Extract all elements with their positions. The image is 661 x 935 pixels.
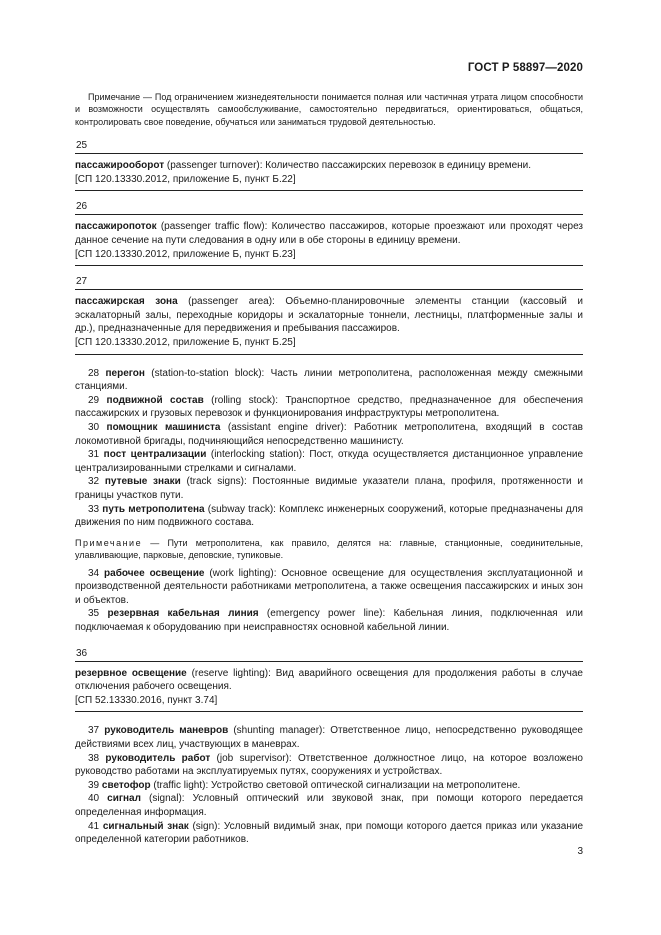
term: пассажирооборот [75,160,165,172]
definition-body: (interlocking station): Пост, откуда осуществляется дистанционное управление централизированными стрелками и сигналами. [75,449,584,474]
term-entry [75,448,583,475]
definition-body: (reserve lighting): Вид аварийного освещения для продолжения работы в случае отключения рабочего освещения. [75,667,583,693]
entries-block [75,724,583,846]
definition-text [75,295,583,336]
boxed-definition [75,661,583,713]
entry-number: 37 [88,725,100,737]
definition-body: (work lighting): Основное освещение для осуществления эксплуатационной и производственной деятельности работниками метрополитена, а также освещения пассажирских и иных зон и объектов. [75,567,584,606]
definition-body: (job supervisor): Ответственное должностное лицо, на которое возложено руководство работами на эксплуатируемых путях, сооружениях и устройствах. [75,752,583,778]
note-label: Примечание [88,92,141,102]
term-entry [75,394,583,421]
definition-body: (signal): Условный оптический или звуковой знак, при помощи которого передается определенная информация. [75,793,583,818]
definition-body: (rolling stock): Транспортное средство, предназначенное для обеспечения пассажирских и грузовых перевозок и функционирования инфраструктуры метрополитена. [75,394,583,420]
term: пассажирская зона [75,296,178,308]
definition-text [75,220,583,247]
entries-block [75,567,583,635]
term: резервная кабельная линия [107,608,259,620]
definition-body: (subway track): Комплекс инженерных сооружений, которые предназначены для движения по ним подвижного состава. [75,503,583,529]
term: подвижной состав [106,394,204,406]
term: пост централизации [103,449,207,461]
definition-body: (passenger traffic flow): Количество пассажиров, которые проезжают или проходят через данное сечение на пути следования в одну или в обе стороны в единицу времени. [75,221,583,246]
definition-text [75,159,583,173]
note-text: — Под ограничением жизнедеятельности понимается полная или частичная утрата лицом способности и возможности осуществлять самообслуживание, самостоятельно передвигаться, ориентироваться, общаться, контролировать свое поведение, обучаться или заниматься трудовой деятельностью. [75,92,583,127]
definition-body: (shunting manager): Ответственное лицо, непосредственно руководящее действиями всех лиц, участвующих в маневрах. [75,725,583,751]
entry-number: 38 [88,752,100,764]
definition-body: (emergency power line): Кабельная линия, подключенная или подключаемая к оборудованию при неисправностях основной кабельной линии. [75,608,583,634]
term-entry [75,820,583,847]
page-number: 3 [577,846,583,857]
term: руководитель маневров [104,725,229,737]
term: перегон [105,367,145,379]
document-code-header: ГОСТ Р 58897—2020 [467,62,583,74]
entries-block [75,367,583,530]
term: путь метрополитена [102,503,205,515]
term-entry [75,607,583,634]
entry-number: 25 [76,140,88,152]
entry-number: 29 [88,394,100,406]
source-reference: [СП 120.13330.2012, приложение Б, пункт Б.23] [75,248,296,260]
source-reference: [СП 120.13330.2012, приложение Б, пункт Б.22] [75,173,296,185]
boxed-definition [75,153,583,191]
term-entry [75,421,583,448]
entry-number: 28 [88,367,100,379]
term: помощник машиниста [106,421,221,433]
entry-number: 36 [76,647,88,659]
boxed-definition [75,214,583,266]
term-entry [75,503,583,530]
entry-number: 33 [88,503,100,515]
note-paragraph [75,537,583,562]
term-entry [75,792,583,819]
definition-text [75,667,583,694]
entry-number: 39 [88,779,100,791]
entry-number: 35 [88,608,100,620]
definition-body: (passenger area): Объемно-планировочные элементы станции (кассовый и эскалаторный залы, переходные коридоры и эскалаторные тоннели, лестницы, платформенные залы и др.), предназначенные для передвижения и пребывания пассажиров. [75,296,583,335]
entry-number: 30 [88,421,100,433]
term: путевые знаки [104,476,181,488]
definition-body: (traffic light): Устройство световой оптической сигнализации на метрополитене. [150,779,521,791]
term: резервное освещение [75,667,187,679]
definition-body: (sign): Условный видимый знак, при помощи которого дается приказ или указание определенной категории работников. [75,820,583,846]
definition-body: (station-to-station block): Часть линии метрополитена, расположенная между смежными станциями. [75,367,584,393]
source-reference: [СП 52.13330.2016, пункт 3.74] [75,694,218,706]
entry-number: 27 [76,276,88,288]
term-entry [75,475,583,502]
term-entry [75,779,583,793]
term-entry [75,567,583,608]
term-entry [75,367,583,394]
source-reference: [СП 120.13330.2012, приложение Б, пункт Б.25] [75,336,296,348]
entry-number: 26 [76,201,88,213]
entry-number: 41 [88,820,100,832]
term: сигнальный знак [102,820,189,832]
entry-number: 40 [88,793,100,805]
boxed-definition [75,289,583,354]
entry-number: 34 [88,567,100,579]
term: светофор [101,779,151,791]
term: руководитель работ [105,752,211,764]
page-content [75,91,583,847]
term: пассажиропоток [75,221,157,233]
term: рабочее освещение [104,567,205,579]
term-entry [75,752,583,779]
definition-body: (track signs): Постоянные видимые указатели плана, профиля, протяженности и границы участков пути. [75,476,583,501]
note-label: Примечание [75,537,143,548]
note-text: — Пути метрополитена, как правило, делятся на: главные, станционные, соединительные, улавливающие, парковые, деповские, тупиковые. [75,537,583,561]
term: сигнал [107,793,141,805]
entry-number: 32 [88,476,100,488]
term-entry [75,724,583,751]
definition-body: (passenger turnover): Количество пассажирских перевозок в единицу времени. [164,160,532,172]
note-paragraph [75,91,583,128]
definition-body: (assistant engine driver): Работник метрополитена, входящий в состав локомотивной бригады, подчиняющийся непосредственно машинисту. [75,421,583,447]
entry-number: 31 [88,449,100,461]
